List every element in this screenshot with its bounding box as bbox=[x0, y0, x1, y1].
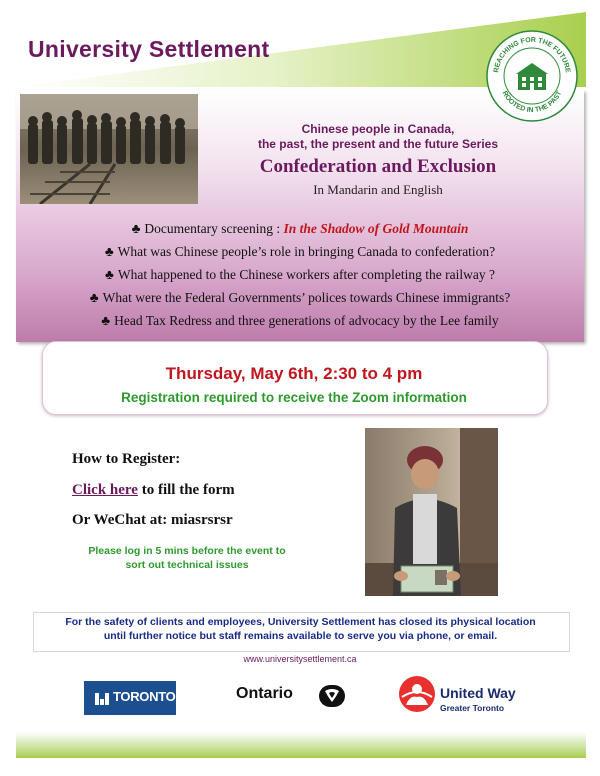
click-here-link[interactable]: Click here bbox=[72, 482, 138, 498]
safety-notice-line-2: until further notice but staff remains available to serve you via phone, or email. bbox=[103, 630, 498, 642]
club-bullet-icon: ♣ bbox=[89, 290, 99, 305]
club-bullet-icon: ♣ bbox=[105, 267, 114, 282]
event-title: Confederation and Exclusion bbox=[259, 156, 497, 177]
register-heading: How to Register: bbox=[72, 451, 181, 467]
topic-text: Head Tax Redress and three generations of advocacy by the Lee family bbox=[114, 313, 499, 328]
login-tip-line-2: sort out technical issues bbox=[125, 559, 249, 571]
topic-item bbox=[16, 313, 584, 329]
topic-text: Documentary screening : bbox=[144, 221, 284, 236]
footer-band bbox=[16, 732, 586, 758]
login-tip-line-1: Please log in 5 mins before the event to bbox=[88, 545, 286, 557]
org-title: University Settlement bbox=[28, 36, 270, 62]
united-way-subtext: Greater Toronto bbox=[440, 703, 505, 713]
series-line-1: Chinese people in Canada, bbox=[301, 122, 455, 136]
topic-text: What were the Federal Governments’ polices towards Chinese immigrants? bbox=[102, 290, 511, 305]
united-way-logo-text: United Way bbox=[440, 685, 516, 701]
club-bullet-icon: ♣ bbox=[101, 313, 111, 328]
topic-item bbox=[16, 290, 584, 306]
topic-text: What happened to the Chinese workers after completing the railway ? bbox=[117, 267, 495, 282]
safety-notice-line-1: For the safety of clients and employees, University Settlement has closed its physical location bbox=[65, 616, 536, 628]
website-link[interactable]: www.universitysettlement.ca bbox=[243, 654, 357, 664]
event-date-time: Thursday, May 6th, 2:30 to 4 pm bbox=[165, 364, 423, 383]
registration-note: Registration required to receive the Zoom information bbox=[121, 390, 467, 405]
series-line-2: the past, the present and the future Series bbox=[257, 137, 499, 151]
university-settlement-seal-logo bbox=[486, 30, 578, 122]
register-form-line bbox=[72, 482, 235, 499]
club-bullet-icon: ♣ bbox=[131, 221, 141, 236]
ontario-trillium-icon bbox=[319, 685, 345, 707]
film-title: In the Shadow of Gold Mountain bbox=[283, 221, 469, 236]
topic-item bbox=[16, 221, 584, 237]
wechat-line: Or WeChat at: miasrsrsr bbox=[72, 512, 233, 528]
register-form-suffix: to fill the form bbox=[137, 482, 235, 498]
topic-item bbox=[16, 244, 584, 260]
seal-top-text: REACHING FOR THE FUTURE bbox=[493, 36, 571, 74]
toronto-city-hall-icon bbox=[94, 690, 110, 706]
language-line: In Mandarin and English bbox=[313, 182, 443, 197]
toronto-logo-text: TORONTO bbox=[113, 689, 176, 704]
ontario-logo-text: Ontario bbox=[236, 685, 293, 702]
united-way-hand-icon bbox=[398, 675, 436, 713]
topic-text: What was Chinese people’s role in bringing Canada to confederation? bbox=[117, 244, 496, 259]
topic-item bbox=[16, 267, 584, 283]
club-bullet-icon: ♣ bbox=[104, 244, 114, 259]
portrait-photo bbox=[365, 428, 498, 596]
seal-bottom-text: ROOTED IN THE PAST bbox=[500, 90, 564, 115]
